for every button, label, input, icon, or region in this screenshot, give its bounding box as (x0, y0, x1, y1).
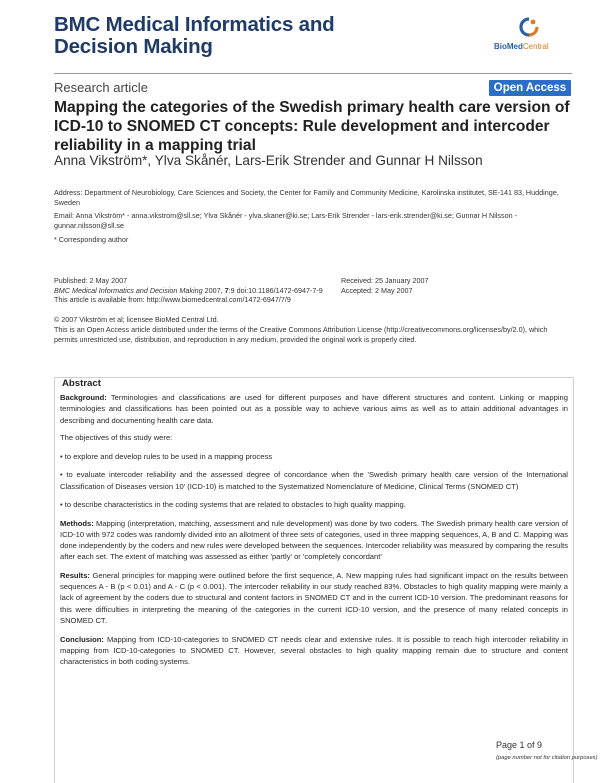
received-info (341, 276, 541, 295)
biomed-central-logo-icon (516, 16, 542, 40)
publication-info (54, 276, 334, 305)
citation-journal: BMC Medical Informatics and Decision Making (54, 285, 203, 295)
objective-item: • to describe characteristics in the coding systems that are related to obstacles to high quality mapping. (60, 500, 406, 510)
conclusion-text: Mapping from ICD-10-categories to SNOMED CT needs clear and extensive rules. It is possible to reach high intercoder reliability in mapping from ICD-10-categories to SNOMED CT. However, several obstacles to high quality mapping remain due to structure and content characteristics in both coding systems. (60, 634, 568, 667)
background-label: Background: (60, 393, 107, 402)
copyright-line: © 2007 Vikström et al; licensee BioMed Central Ltd. (54, 315, 219, 324)
open-access-badge[interactable]: Open Access (489, 80, 571, 96)
page-number: Page 1 of 9 (496, 740, 543, 750)
article-title: Mapping the categories of the Swedish primary health care version of ICD-10 to SNOMED CT concepts: Rule development and intercoder reliability in a mapping trial (54, 99, 570, 154)
results-text: General principles for mapping were outlined before the first sequence, A. New mapping rules had significant impact on the results between sequences A - B (p < 0.01) and A - C (p < 0.001). The intercoder reliability in our study reached 83%. Obstacles to high quality mapping were mainly a lack of agreement by the coders due to structural and content factors in SNOMED CT and in the current ICD-10 version. The predominant reasons for this were difficulties in interpreting the meaning of the categories in the current ICD-10 version, and the presence of many related concepts in SNOMED CT. (60, 570, 568, 626)
author-emails[interactable]: Email: Anna Vikström* - anna.vikstrom@sll.se; Ylva Skånér - ylva.skaner@ki.se; Lars-Erik Strender - lars-erik.strender@ki.se; Gunnar H Nilsson - gunnar.nilsson@sll.se (54, 211, 518, 230)
author-list: Anna Vikström*, Ylva Skånér, Lars-Erik Strender and Gunnar H Nilsson (54, 153, 483, 168)
corresponding-author-note: * Corresponding author (54, 235, 129, 244)
background-text: Terminologies and classifications are used for different purposes and have different structures and content. Linking or mapping terminologies and classifications has been pointed out as a possible way to achieve various aims as well as to attain additional advantages in describing and documenting health care data. (60, 393, 568, 425)
citation-doi[interactable]: :9 doi:10.1186/1472-6947-7-9 (228, 285, 323, 295)
abstract-background (60, 392, 568, 426)
copyright-block (54, 315, 572, 345)
received-date: Received: 25 January 2007 (341, 276, 429, 285)
citation (54, 286, 334, 296)
article-url[interactable]: This article is available from: http://www.biomedcentral.com/1472-6947/7/9 (54, 295, 291, 305)
abstract-results (60, 570, 568, 626)
page-number-note: (page number not for citation purposes) (496, 755, 598, 761)
abstract-conclusion (60, 634, 568, 668)
journal-title-line1: BMC Medical Informatics and (54, 13, 335, 36)
logo-text-bold: BioMed (494, 42, 523, 51)
accepted-date: Accepted: 2 May 2007 (341, 285, 413, 295)
citation-volume: 7 (224, 285, 229, 295)
published-date: Published: 2 May 2007 (54, 276, 128, 285)
objectives-intro: The objectives of this study were: (60, 433, 173, 443)
methods-label: Methods: (60, 518, 94, 528)
logo-text-rest: Central (522, 42, 549, 51)
journal-title (54, 14, 434, 58)
article-type: Research article (54, 80, 148, 95)
methods-text: Mapping (interpretation, matching, assessment and rule development) was done by two coders. The Swedish primary health care version of ICD-10 with 972 codes was randomly divided into an allotment of three sets of categories, used in three mapping sequences, A, B and C. Mapping was done independently by the coders and new rules were developed between the sequences. Intercoder reliability was measured by comparing the results after each set. The extent of matching was assessed as either 'partly' or 'completely concordant' (60, 518, 568, 562)
abstract-body (60, 392, 568, 675)
license-text: This is an Open Access article distributed under the terms of the Creative Commons Attribution License (http://creativecommons.org/licenses/by/2.0), which permits unrestricted use, distribution, and reproduction in any medium, provided the original work is properly cited. (54, 325, 548, 344)
journal-title-line2: Decision Making (54, 35, 213, 58)
biomed-central-logo-text (494, 42, 549, 51)
citation-year: 2007, (202, 285, 225, 295)
abstract-heading: Abstract (62, 378, 101, 389)
abstract-methods (60, 518, 568, 563)
header-divider (54, 73, 572, 74)
author-address: Address: Department of Neurobiology, Care Sciences and Society, the Center for Family and Community Medicine, Karolinska institutet, SE-141 83, Huddinge, Sweden (54, 188, 559, 207)
conclusion-label: Conclusion: (60, 634, 104, 644)
biomed-central-logo[interactable] (494, 16, 564, 58)
objective-item: • to explore and develop rules to be used in a mapping process (60, 451, 273, 461)
objective-item: • to evaluate intercoder reliability and the assessed degree of concordance when the 'Swedish primary health care version of the International Classification of Diseases version 10' (ICD-10) is matched to the Systematized Nomenclature of Medicine, Clinical Terms (SNOMED CT) (60, 470, 568, 491)
results-label: Results: (60, 570, 90, 580)
